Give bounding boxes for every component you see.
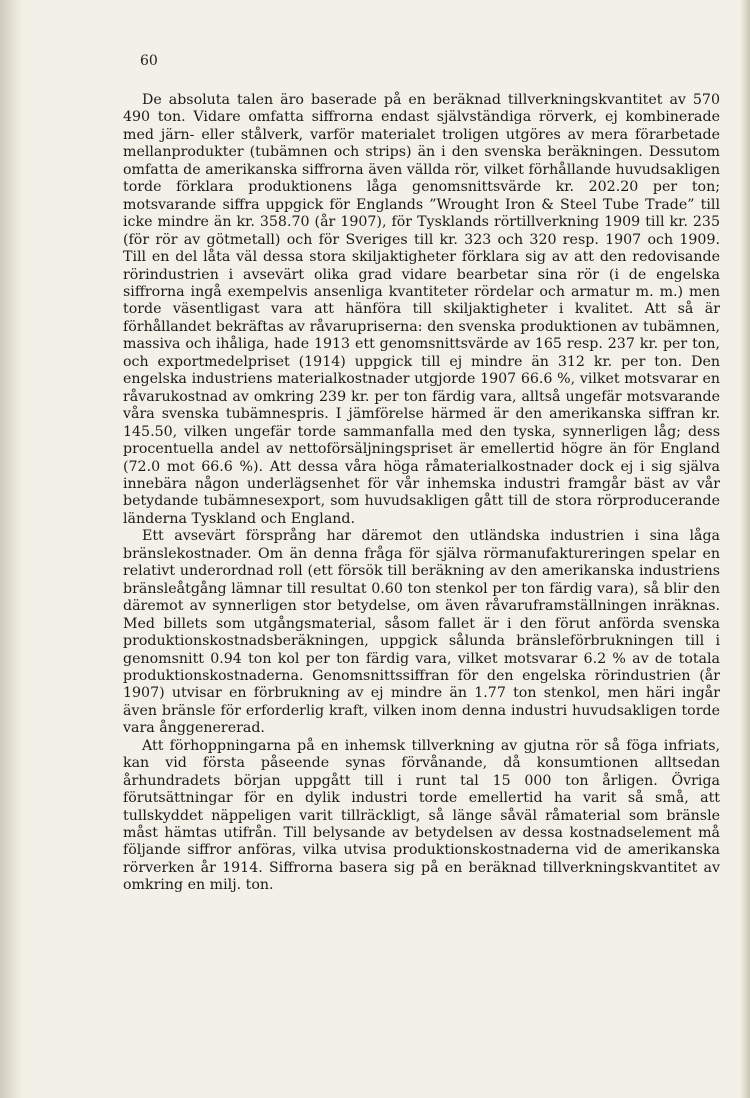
page-shadow-right: [740, 0, 750, 1098]
paragraph: De absoluta talen äro baserade på en beräknad tillverkningskvantitet av 570 490 ton. Vidare omfatta siffrorna endast självständiga rörverk, ej kombinerade med järn- eller stålverk, varför materialet troligen utgöres av mera förarbetade mellanprodukter (tubämnen och strips) än i den svenska beräkningen. Dessutom omfatta de amerikanska siffrorna även vällda rör, vilket förhållande huvudsakligen torde förklara produktionens låga genomsnittsvärde kr. 202.20 per ton; motsvarande siffra uppgick för Englands ”Wrought Iron & Steel Tube Trade” till icke mindre än kr. 358.70 (år 1907), för Tysklands rörtillverkning 1909 till kr. 235 (för rör av götmetall) och för Sveriges till kr. 323 och 320 resp. 1907 och 1909. Till en del låta väl dessa stora skiljaktigheter förklara sig av att den redovisande rörindustrien i avsevärt olika grad vidare bearbetar sina rör (i de engelska siffrorna ingå exempelvis ansenliga kvantiteter rördelar och armatur m. m.) men torde väsentligast vara att hänföra till skiljaktigheter i kvalitet. Att så är förhållandet bekräftas av råvarupriserna: den svenska produktionen av tubämnen, massiva och ihåliga, hade 1913 ett genomsnittsvärde av 165 resp. 237 kr. per ton, och exportmedelpriset (1914) uppgick till ej mindre än 312 kr. per ton. Den engelska industriens materialkostnader utgjorde 1907 66.6 %, vilket motsvarar en råvarukostnad av omkring 239 kr. per ton färdig vara, alltså ungefär motsvarande våra svenska tubämnespris. I jämförelse härmed är den amerikanska siffran kr. 145.50, vilken ungefär torde sammanfalla med den tyska, synnerligen låg; dess procentuella andel av nettoförsäljningspriset är emellertid högre än för England (72.0 mot 66.6 %). Att dessa våra höga råmaterialkostnader dock ej i sig själva innebära någon underlägsenhet för vår inhemska industri framgår bäst av vår betydande tubämnesexport, som huvudsakligen gått till de stora rörproducerande länderna Tyskland och England.: [123, 92, 720, 527]
body-text: [123, 92, 720, 895]
paragraph: Ett avsevärt försprång har däremot den utländska industrien i sina låga bränslekostnader. Om än denna fråga för själva rörmanufaktureringen spelar en relativt underordnad roll (ett försök till beräkning av den amerikanska industriens bränsleåtgång lämnar till resultat 0.60 ton stenkol per ton färdig vara), så blir den däremot av synnerligen stor betydelse, om även råvaruframställningen inräknas. Med billets som utgångsmaterial, såsom fallet är i den förut anförda svenska produktionskostnadsberäkningen, uppgick sålunda bränsleförbrukningen till i genomsnitt 0.94 ton kol per ton färdig vara, vilket motsvarar 6.2 % av de totala produktionskostnaderna. Genomsnittssiffran för den engelska rörindustrien (år 1907) utvisar en förbrukning av ej mindre än 1.77 ton stenkol, men häri ingår även bränsle för erforderlig kraft, vilken inom denna industri huvudsakligen torde vara ånggenererad.: [123, 528, 720, 737]
page-number: 60: [140, 53, 158, 69]
paragraph: Att förhoppningarna på en inhemsk tillverkning av gjutna rör så föga infriats, kan vid första påseende synas förvånande, då konsumtionen alltsedan århundradets början uppgått till i runt tal 15 000 ton årligen. Övriga förutsättningar för en dylik industri torde emellertid ha varit så små, att tullskyddet näppeligen varit tillräckligt, så länge såväl råmaterial som bränsle måst hämtas utifrån. Till belysande av betydelsen av dessa kostnadselement må följande siffror anföras, vilka utvisa produktionskostnaderna vid de amerikanska rörverken år 1914. Siffrorna basera sig på en beräknad tillverkningskvantitet av omkring en milj. ton.: [123, 737, 720, 894]
page-shadow-left: [0, 0, 24, 1098]
